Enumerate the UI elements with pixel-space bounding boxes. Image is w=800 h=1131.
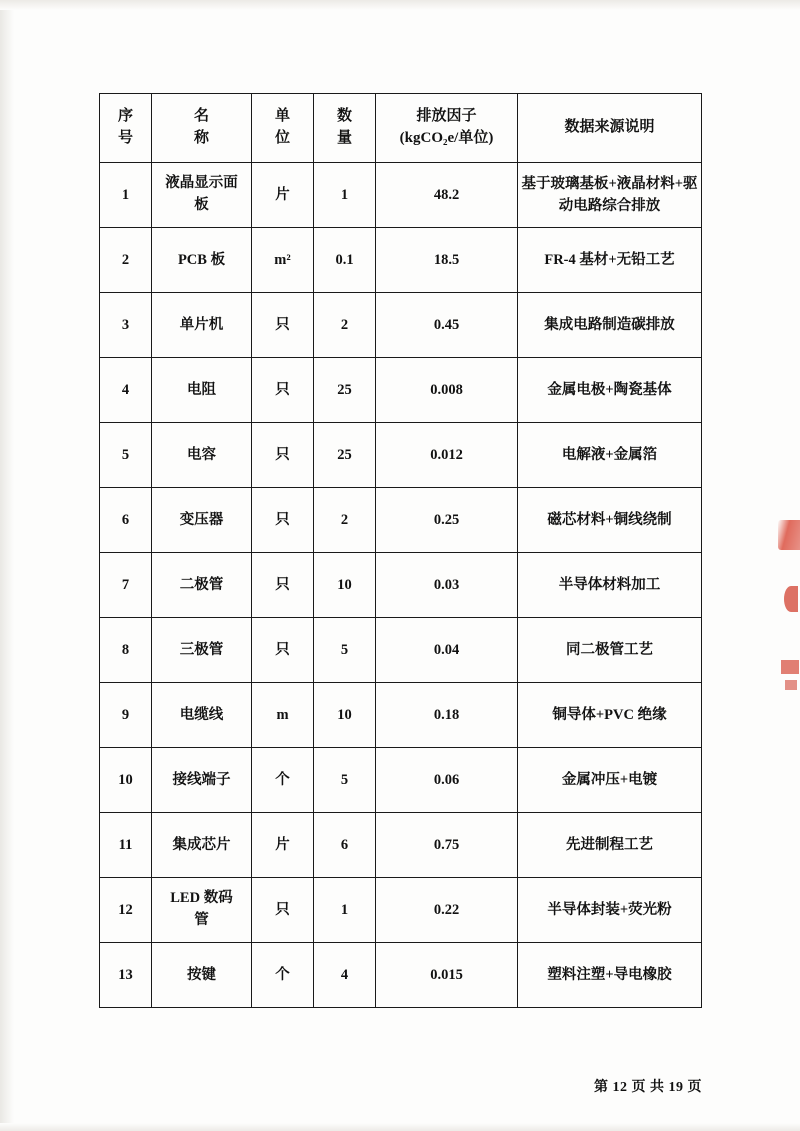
cell-quantity: 0.1: [314, 228, 376, 293]
cell-unit: 只: [252, 878, 314, 943]
cell-name: [152, 553, 252, 618]
cell-unit: 只: [252, 423, 314, 488]
cell-data-source: 电解液+金属箔: [518, 423, 702, 488]
cell-quantity: 2: [314, 488, 376, 553]
cell-unit: 只: [252, 553, 314, 618]
cell-name-text: 接线端子: [172, 771, 231, 788]
column-header-unit: [252, 94, 314, 163]
cell-unit: m²: [252, 228, 314, 293]
scan-edge-left: [0, 0, 14, 1131]
cell-emission-factor: 0.06: [376, 748, 518, 813]
cell-data-source: 同二极管工艺: [518, 618, 702, 683]
cell-name: [152, 618, 252, 683]
cell-index: 4: [100, 358, 152, 423]
cell-index: 6: [100, 488, 152, 553]
cell-name: [152, 358, 252, 423]
cell-name: [152, 163, 252, 228]
cell-unit: 个: [252, 943, 314, 1008]
emission-factor-table-wrapper: [99, 93, 701, 1008]
cell-name-text: 电阻: [187, 381, 216, 398]
cell-quantity: 5: [314, 748, 376, 813]
cell-index: 1: [100, 163, 152, 228]
cell-emission-factor: 0.75: [376, 813, 518, 878]
table-body: [100, 163, 702, 1008]
cell-emission-factor: 48.2: [376, 163, 518, 228]
cell-index: 12: [100, 878, 152, 943]
table-row: [100, 813, 702, 878]
table-row: [100, 293, 702, 358]
cell-data-source: 半导体材料加工: [518, 553, 702, 618]
cell-data-source: 塑料注塑+导电橡胶: [518, 943, 702, 1008]
cell-emission-factor: 0.012: [376, 423, 518, 488]
page-footer: [594, 1076, 702, 1096]
cell-emission-factor: 0.015: [376, 943, 518, 1008]
cell-unit: 只: [252, 293, 314, 358]
column-header-unit-line2: 位: [274, 130, 290, 146]
cell-data-source: 先进制程工艺: [518, 813, 702, 878]
red-stamp-fragment: [778, 520, 800, 550]
cell-emission-factor: 0.008: [376, 358, 518, 423]
cell-emission-factor: 0.22: [376, 878, 518, 943]
cell-unit: m: [252, 683, 314, 748]
table-row: [100, 228, 702, 293]
cell-index: 13: [100, 943, 152, 1008]
column-header-quantity-line1: 数: [336, 108, 352, 125]
footer-middle: 页 共: [631, 1080, 665, 1095]
cell-quantity: 1: [314, 878, 376, 943]
cell-name-text: 按键: [187, 966, 216, 983]
cell-data-source: 金属电极+陶瓷基体: [518, 358, 702, 423]
cell-name-text: PCB 板: [177, 251, 226, 268]
cell-name-text: 电容: [187, 446, 216, 463]
footer-suffix: 页: [687, 1080, 702, 1095]
cell-quantity: 5: [314, 618, 376, 683]
column-header-emission-factor-line2: (kgCO₂e/单位): [399, 130, 494, 146]
cell-name-text: 液晶显示面板: [165, 175, 238, 213]
cell-name: [152, 683, 252, 748]
column-header-index-line2: 号: [117, 130, 133, 146]
cell-data-source: 铜导体+PVC 绝缘: [518, 683, 702, 748]
cell-name-text: 集成芯片: [172, 836, 231, 853]
cell-data-source: 金属冲压+电镀: [518, 748, 702, 813]
cell-emission-factor: 0.03: [376, 553, 518, 618]
cell-name-text: LED 数码管: [170, 890, 233, 928]
footer-current-page: 12: [612, 1080, 628, 1095]
cell-unit: 片: [252, 813, 314, 878]
cell-name: [152, 878, 252, 943]
cell-data-source: 磁芯材料+铜线绕制: [518, 488, 702, 553]
column-header-name: [152, 94, 252, 163]
table-row: [100, 878, 702, 943]
cell-unit: 个: [252, 748, 314, 813]
red-stamp-fragment: [784, 586, 798, 612]
column-header-index-line1: 序: [117, 108, 133, 125]
scan-edge-top: [0, 0, 800, 10]
cell-index: 7: [100, 553, 152, 618]
cell-emission-factor: 0.25: [376, 488, 518, 553]
cell-name: [152, 293, 252, 358]
cell-data-source: 集成电路制造碳排放: [518, 293, 702, 358]
red-stamp-fragment: [781, 660, 799, 674]
cell-emission-factor: 0.18: [376, 683, 518, 748]
cell-index: 8: [100, 618, 152, 683]
emission-factor-table: [99, 93, 702, 1008]
table-row: [100, 683, 702, 748]
cell-quantity: 4: [314, 943, 376, 1008]
table-row: [100, 748, 702, 813]
cell-unit: 只: [252, 618, 314, 683]
cell-unit: 片: [252, 163, 314, 228]
table-header: [100, 94, 702, 163]
red-stamp-fragment: [785, 680, 797, 690]
cell-unit: 只: [252, 358, 314, 423]
cell-index: 11: [100, 813, 152, 878]
footer-prefix: 第: [594, 1080, 609, 1095]
column-header-index: [100, 94, 152, 163]
cell-name-text: 变压器: [179, 511, 224, 528]
cell-quantity: 6: [314, 813, 376, 878]
column-header-emission-factor-line1: 排放因子: [416, 108, 477, 125]
cell-quantity: 1: [314, 163, 376, 228]
cell-data-source: 半导体封装+荧光粉: [518, 878, 702, 943]
cell-emission-factor: 0.45: [376, 293, 518, 358]
column-header-emission-factor: [376, 94, 518, 163]
cell-index: 3: [100, 293, 152, 358]
cell-quantity: 2: [314, 293, 376, 358]
table-row: [100, 553, 702, 618]
cell-name: [152, 228, 252, 293]
cell-quantity: 10: [314, 683, 376, 748]
cell-name: [152, 943, 252, 1008]
cell-quantity: 25: [314, 358, 376, 423]
column-header-data-source: [518, 94, 702, 163]
cell-data-source: 基于玻璃基板+液晶材料+驱动电路综合排放: [518, 163, 702, 228]
column-header-unit-line1: 单: [274, 108, 290, 125]
table-row: [100, 488, 702, 553]
cell-quantity: 10: [314, 553, 376, 618]
column-header-quantity: [314, 94, 376, 163]
table-row: [100, 618, 702, 683]
cell-name-text: 三极管: [179, 641, 224, 658]
cell-emission-factor: 0.04: [376, 618, 518, 683]
column-header-name-line2: 称: [193, 130, 209, 146]
cell-data-source: FR-4 基材+无铅工艺: [518, 228, 702, 293]
column-header-data-source-line1: 数据来源说明: [564, 119, 655, 136]
cell-index: 9: [100, 683, 152, 748]
cell-name-text: 二极管: [179, 576, 224, 593]
table-row: [100, 943, 702, 1008]
scan-edge-bottom: [0, 1123, 800, 1131]
table-row: [100, 358, 702, 423]
cell-name-text: 电缆线: [179, 706, 224, 723]
column-header-name-line1: 名: [193, 108, 209, 125]
footer-total-pages: 19: [668, 1080, 684, 1095]
table-row: [100, 423, 702, 488]
cell-unit: 只: [252, 488, 314, 553]
cell-index: 2: [100, 228, 152, 293]
cell-quantity: 25: [314, 423, 376, 488]
cell-name-text: 单片机: [179, 316, 224, 333]
cell-name: [152, 813, 252, 878]
cell-index: 5: [100, 423, 152, 488]
table-row: [100, 163, 702, 228]
cell-name: [152, 423, 252, 488]
cell-emission-factor: 18.5: [376, 228, 518, 293]
cell-name: [152, 488, 252, 553]
table-header-row: [100, 94, 702, 163]
cell-name: [152, 748, 252, 813]
cell-index: 10: [100, 748, 152, 813]
column-header-quantity-line2: 量: [336, 130, 352, 146]
